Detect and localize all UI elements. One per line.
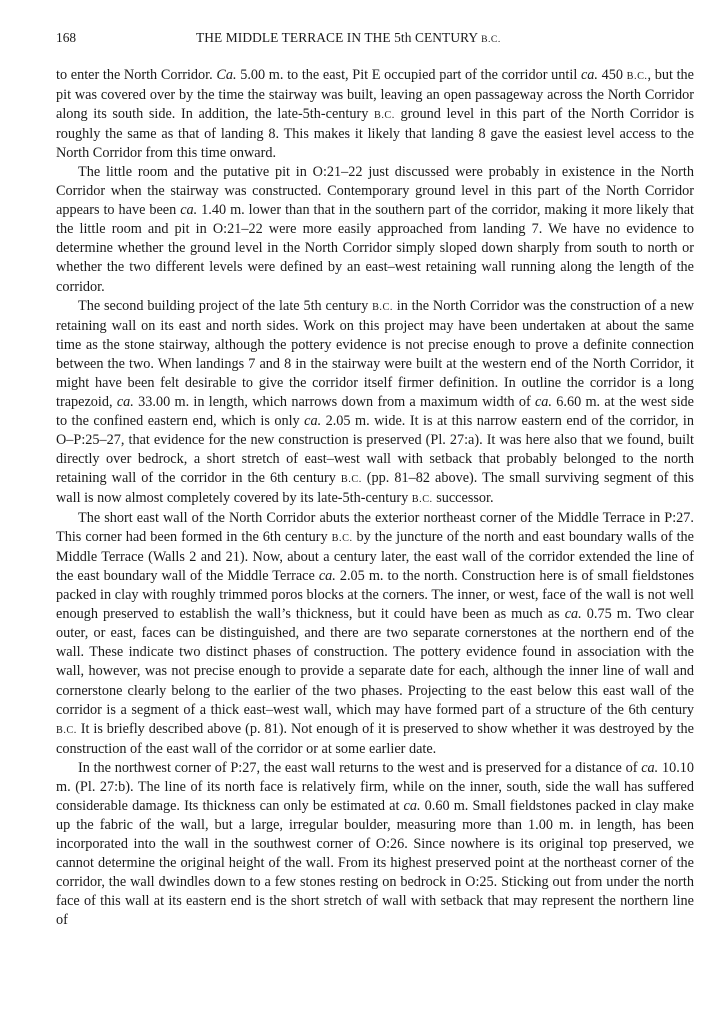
paragraph [56, 297, 694, 510]
text-run: 6.60 m. at the west side to the confined eastern end, which is only [56, 393, 694, 429]
era-abbreviation: B.C. [626, 71, 648, 82]
body-text [56, 66, 694, 930]
text-run: to enter the North Corridor. [56, 67, 217, 83]
italic-text: ca. [116, 393, 134, 410]
text-run: 5.00 m. to the east, Pit E occupied part of the corridor until [236, 67, 581, 83]
text-run: 1.40 m. lower than that in the southern part of the corridor, making it more likely that the little room and pit in O:21–22 were more easily approached from landing 7. We have no evidence to determine whether the ground level in the North Corridor simply sloped down sharply from south to north or whether the two different levels were defined by an east–west retaining wall running along the length of the corridor. [56, 202, 694, 295]
era-abbreviation: B.C. [411, 494, 433, 506]
text-run: It is briefly described above (p. 81). Not enough of it is preserved to show whether it was destroyed by the construction of the east wall of the corridor or at some earlier date. [56, 720, 694, 757]
page [56, 30, 694, 930]
text-run: 450 [597, 67, 627, 83]
running-header [56, 30, 694, 52]
era-abbreviation: B.C. [331, 533, 353, 545]
paragraph [56, 759, 694, 930]
running-head-title: THE MIDDLE TERRACE IN THE 5th CENTURY [196, 30, 478, 45]
italic-text: ca. [564, 606, 582, 623]
text-run: in the North Corridor was the construction of a new retaining wall on its east and north sides. Work on this project may have been undertaken at about the same time as the stone stairway, although the pottery evidence is not precise enough to prove a definite connection between the two. When landings 7 and 8 in the stairway were built at the western end of the North Corridor, it might have been felt desirable to give the corridor itself firmer definition. In outline the corridor is a long trapezoid, [56, 297, 694, 410]
text-run: successor. [432, 490, 494, 507]
running-head [196, 30, 501, 46]
italic-text: ca. [580, 67, 598, 83]
text-run: The short east wall of the North Corridor abuts the exterior northeast corner of the Middle Terrace in P:27. This corner had been formed in the 6th century [56, 510, 694, 546]
text-run: The second building project of the late 5th century [78, 297, 373, 314]
paragraph [56, 509, 694, 759]
page-number: 168 [56, 30, 77, 45]
italic-text: ca. [641, 759, 659, 776]
text-run: ground level in this part of the North Corridor is roughly the same as that of landing 8. This makes it likely that landing 8 gave the easiest level access to the North Corridor from this time onward. [56, 106, 694, 162]
paragraph [56, 163, 694, 296]
text-run: (pp. 81–82 above). The small surviving segment of this wall is now almost completely covered by its late-5th-century [56, 469, 694, 507]
era-abbreviation: B.C. [372, 301, 393, 313]
text-run: In the northwest corner of P:27, the east wall returns to the west and is preserved for a distance of [78, 759, 642, 776]
text-run: , but the pit was covered over by the time the stairway was built, leaving an open passageway across the North Corridor along its south side. In addition, the late-5th-century [56, 67, 694, 123]
running-head-era: B.C. [481, 34, 501, 45]
italic-text: ca. [403, 797, 421, 814]
text-run: 33.00 m. in length, which narrows down from a maximum width of [133, 393, 535, 410]
text-run: 0.75 m. Two clear outer, or east, faces can be distinguished, and there are two separate cornerstones at the northern end of the wall. These indicate two distinct phases of construction. The pottery evidence found in association with the wall, however, was not precise enough to provide a separate date for each, although the inner line of wall and cornerstone clearly belong to the earlier of the two phases. Projecting to the east below this east wall of the corridor is a segment of a thick east–west wall, which may have formed part of a structure of the 6th century [56, 606, 694, 718]
italic-text: ca. [318, 568, 336, 585]
italic-text: Ca. [216, 67, 237, 83]
era-abbreviation: B.C. [56, 724, 77, 736]
text-run: 2.05 m. to the north. Construction here is of small fieldstones packed in clay with roughly trimmed poros blocks at the corners. The inner, or west, face of the wall is not well enough preserved to establish the wall’s thickness, but it could have been as much as [56, 568, 694, 623]
text-run: 0.60 m. Small fieldstones packed in clay make up the fabric of the wall, but a large, irregular boulder, measuring more than 1.00 m. in length, has been incorporated into the wall in the southwest corner of O:26. Since nowhere is its original top preserved, we cannot determine the original height of the wall. From its highest preserved point at the northeast corner of the corridor, the wall dwindles down to a few stones resting on bedrock in O:25. Sticking out from under the north face of this wall at its eastern end is the short stretch of wall with setback that may represent the northern line of [56, 797, 694, 929]
text-run: 2.05 m. wide. It is at this narrow eastern end of the corridor, in O–P:25–27, that evidence for the new construction is preserved (Pl. 27:a). It was here also that we found, built directly over bedrock, a short stretch of east–west wall with setback that probably belonged to the north retaining wall of the corridor in the 6th century [56, 412, 694, 486]
italic-text: ca. [304, 412, 322, 429]
era-abbreviation: B.C. [340, 473, 362, 485]
text-run: by the juncture of the north and east boundary walls of the Middle Terrace (Walls 2 and 21). Now, about a century later, the east wall of the corridor extended the line of the east boundary wall of the Middle Terrace [56, 529, 694, 585]
text-run: The little room and the putative pit in O:21–22 just discussed were probably in existence in the North Corridor when the stairway was constructed. Contemporary ground level in this part of the North Corridor appears to have been [56, 164, 694, 219]
text-run: 10.10 m. (Pl. 27:b). The line of its north face is relatively firm, while on the inner, south, side the wall has suffered considerable damage. Its thickness can only be estimated at [56, 759, 695, 814]
paragraph [56, 66, 694, 163]
italic-text: ca. [534, 393, 552, 410]
italic-text: ca. [180, 202, 198, 219]
era-abbreviation: B.C. [373, 110, 395, 122]
